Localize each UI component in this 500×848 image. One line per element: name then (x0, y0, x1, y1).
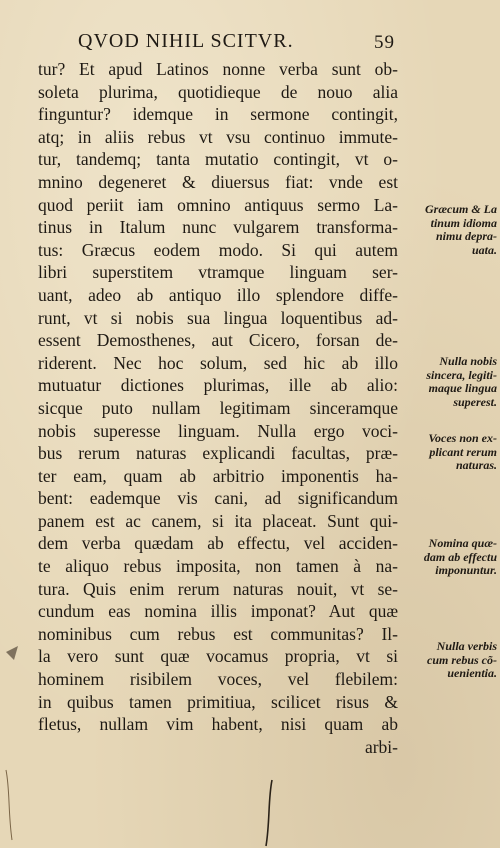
text-line: te aliquo rebus imposita, non tamen à na- (38, 556, 398, 577)
margin-note-line: dam ab effectu (423, 550, 497, 564)
margin-note-line: superest. (453, 395, 497, 409)
margin-note-line: plicant rerum (429, 445, 497, 459)
edge-crease (6, 770, 12, 840)
margin-note-line: nimu depra- (435, 230, 497, 243)
ink-stroke (266, 780, 272, 846)
text-line: sicque puto nullam legitimam sinceramque (38, 397, 398, 418)
running-header (78, 30, 400, 56)
margin-note-line: uata. (471, 243, 497, 257)
text-line: bent: eademque vis cani, ad significandum (38, 488, 398, 509)
text-line: cundum eas nomina illis imponat? Aut quæ (38, 601, 398, 622)
text-line: la vero sunt quæ vocamus propria, vt si (38, 646, 398, 667)
margin-note-line: uenientia. (447, 667, 497, 680)
margin-note (399, 640, 497, 681)
margin-note-line: Voces non ex- (428, 432, 497, 445)
text-line: panem est ac canem, si ita placeat. Sunt qui- (38, 510, 398, 531)
margin-note-line: Nulla verbis (436, 640, 497, 653)
text-line: riderent. Nec hoc solum, sed hic ab illo (38, 352, 398, 373)
margin-note-line: naturas. (455, 459, 497, 472)
margin-note-line: Nomina quæ- (428, 537, 497, 550)
margin-note-line: sincera, legiti- (426, 368, 497, 382)
margin-note-line: Nulla nobis (439, 355, 497, 368)
catchword: arbi- (364, 736, 398, 757)
text-line: runt, vt si nobis sua lingua loquentibus ad- (38, 307, 398, 328)
text-line: atq; in aliis rebus vt vsu continuo immute- (38, 126, 398, 147)
text-line: essent Demosthenes, aut Cicero, forsan de- (38, 330, 398, 351)
margin-note (399, 203, 497, 257)
text-line: libri superstitem vtramque linguam ser- (38, 262, 398, 283)
margin-note (399, 537, 497, 578)
text-line: fletus, nullam vim habent, nisi quam ab (38, 714, 398, 735)
page-number: 59 (374, 32, 395, 53)
text-line: uant, adeo ab antiquo illo splendore diffe- (38, 284, 398, 305)
margin-note (399, 355, 497, 409)
text-line: in quibus tamen primitiua, scilicet risus & (38, 691, 398, 712)
text-line: tinus in Italum nunc vulgarem transforma- (38, 217, 398, 238)
text-line: tura. Quis enim rerum naturas nouit, vt se- (38, 578, 398, 599)
margin-note-line: tinum idioma (430, 216, 497, 230)
text-line: tur? Et apud Latinos nonne verba sunt ob- (38, 59, 398, 79)
margin-note-line: cum rebus cõ- (427, 653, 497, 667)
text-line: ter eam, quam ab arbitrio imponentis ha- (38, 465, 398, 486)
text-line: mutuatur dictiones plurimas, ille ab alio: (38, 375, 398, 396)
text-line: quod periit iam omnino antiquus sermo La- (38, 194, 398, 215)
ink-blot-mark (6, 646, 18, 660)
text-line: dem verba quædam ab effectu, vel acciden- (38, 533, 398, 554)
margin-note-line: Græcum & La (425, 203, 497, 216)
margin-note-line: maque lingua (428, 382, 497, 395)
text-line: nominibus cum rebus est communitas? Il- (38, 623, 398, 644)
body-text (38, 58, 398, 758)
text-line: nobis superesse linguam. Nulla ergo voci- (38, 420, 398, 441)
text-line: hominem risibilem voces, vel flebilem: (38, 669, 398, 690)
text-line: finguntur? idemque in sermone contingit, (38, 104, 398, 125)
text-line: mnino degeneret & diuersus fiat: vnde est (38, 171, 398, 192)
text-line: soleta plurima, quotidieque de nouo alia (38, 81, 398, 102)
margin-note (399, 432, 497, 473)
text-line: bus rerum naturas explicandi facultas, præ- (38, 443, 398, 464)
running-title: QVOD NIHIL SCITVR. (78, 30, 294, 52)
text-line: tus: Græcus eodem modo. Si qui autem (38, 239, 398, 260)
text-line: tur, tandemq; tanta mutatio contingit, vt o- (38, 149, 398, 170)
margin-note-line: imponuntur. (435, 564, 497, 577)
